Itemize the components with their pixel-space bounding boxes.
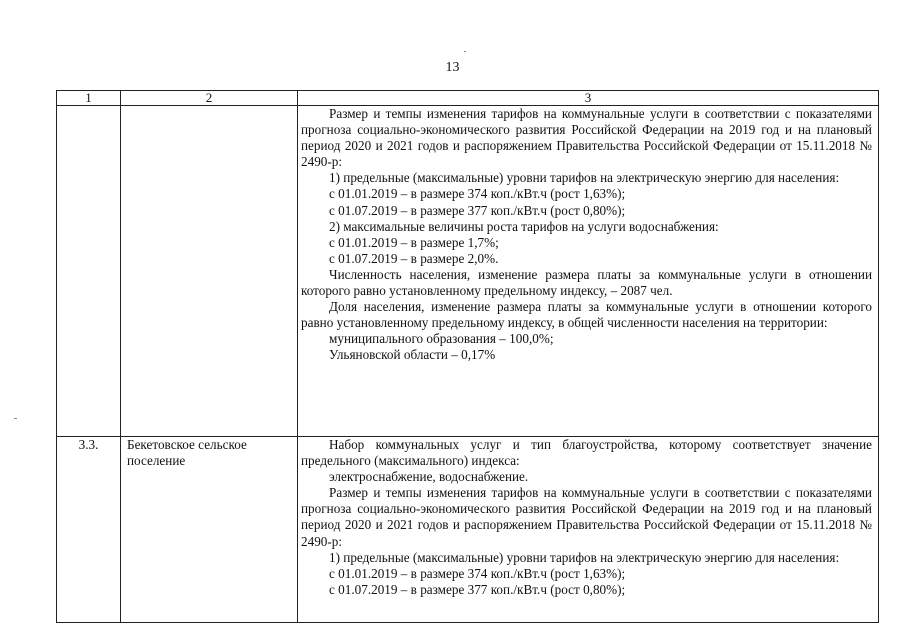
table-row [57,106,879,437]
scan-speck [464,51,466,52]
list-line: электроснабжение, водоснабжение. [329,469,529,485]
paragraph: Доля населения, изменение размера платы за коммунальные услуги в отношении которого равно установленному предельному индексу, в общей численности населения на территории: [301,299,872,331]
list-line: муниципального образования – 100,0%; [329,331,554,347]
row-number-cell: 3.3. [57,437,121,623]
list-line: с 01.07.2019 – в размере 2,0%. [329,250,499,266]
list-line: 2) максимальные величины роста тарифов на услуги водоснабжения: [329,218,719,234]
list-line: с 01.01.2019 – в размере 374 коп./кВт.ч (рост 1,63%); [329,186,626,202]
header-cell-2: 2 [121,91,298,106]
paragraph: Набор коммунальных услуг и тип благоустройства, которому соответствует значение предельного (максимального) индекса: [301,437,872,469]
scan-speck [14,418,17,419]
table-header-row [57,91,879,106]
list-line: с 01.01.2019 – в размере 1,7%; [329,234,499,250]
table-row [57,437,879,623]
paragraph: Размер и темпы изменения тарифов на коммунальные услуги в соответствии с показателями прогноза социально-экономического развития Российской Федерации на 2019 год и на плановый период 2020 и 2021 годов и распоряжением Правительства Российской Федерации от 15.11.2018 № 2490-р: [301,485,872,549]
list-line: с 01.07.2019 – в размере 377 коп./кВт.ч (рост 0,80%); [329,202,626,218]
header-cell-3: 3 [298,91,879,106]
header-cell-1: 1 [57,91,121,106]
tariff-table [56,90,879,623]
list-line: с 01.07.2019 – в размере 377 коп./кВт.ч (рост 0,80%); [329,581,626,597]
list-line: Ульяновской области – 0,17% [329,347,496,363]
description-cell [298,106,879,437]
row-number-cell [57,106,121,437]
list-line: с 01.01.2019 – в размере 374 коп./кВт.ч (рост 1,63%); [329,565,626,581]
paragraph: 1) предельные (максимальные) уровни тарифов на электрическую энергию для населения: [329,549,840,565]
settlement-name-cell [121,106,298,437]
page-number: 13 [445,60,460,75]
paragraph: Размер и темпы изменения тарифов на коммунальные услуги в соответствии с показателями прогноза социально-экономического развития Российской Федерации на 2019 год и на плановый период 2020 и 2021 годов и распоряжением Правительства Российской Федерации от 15.11.2018 № 2490-р: [301,106,872,170]
description-cell [298,437,879,623]
paragraph: Численность населения, изменение размера платы за коммунальные услуги в отношении которого равно установленному предельному индексу, – 2087 чел. [301,266,872,299]
settlement-name-cell: Бекетовское сельское поселение [121,437,298,623]
paragraph: 1) предельные (максимальные) уровни тарифов на электрическую энергию для населения: [329,170,840,186]
